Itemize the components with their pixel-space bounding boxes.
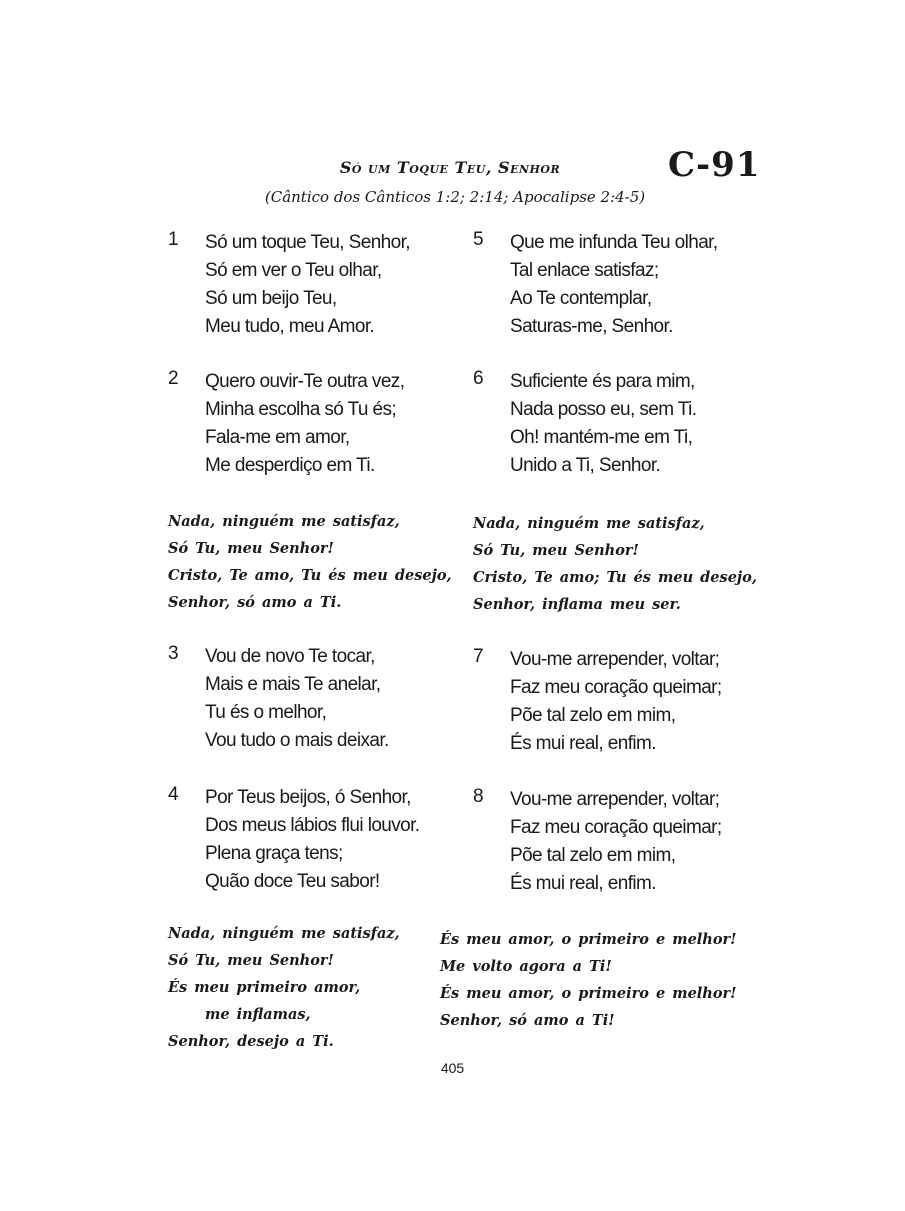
stanza-number: 4 [168, 784, 179, 805]
stanza-number: 3 [168, 643, 179, 664]
song-title: Só um Toque Teu, Senhor [339, 158, 561, 177]
stanza-line: Me desperdiço em Ti. [205, 455, 375, 476]
stanza-line: Tu és o melhor, [205, 702, 327, 723]
stanza-number: 1 [168, 229, 179, 250]
chorus-line: Senhor, desejo a Ti. [168, 1033, 334, 1050]
stanza-line: Meu tudo, meu Amor. [205, 316, 375, 337]
chorus-line: Só Tu, meu Senhor! [168, 540, 334, 557]
stanza-line: Vou-me arrepender, voltar; [510, 649, 720, 670]
stanza-line: Põe tal zelo em mim, [510, 845, 676, 866]
stanza-line: És mui real, enfim. [510, 873, 656, 894]
stanza-line: Dos meus lábios flui louvor. [205, 815, 420, 836]
page-number: 405 [440, 1060, 465, 1076]
stanza-line: Por Teus beijos, ó Senhor, [205, 787, 411, 808]
chorus-3 [168, 920, 400, 1055]
stanza-line: Plena graça tens; [205, 843, 343, 864]
scripture-reference: (Cântico dos Cânticos 1:2; 2:14; Apocalipse 2:4-5) [264, 188, 646, 206]
chorus-line: Senhor, só amo a Ti. [168, 594, 342, 611]
stanza-line: Saturas-me, Senhor. [510, 316, 673, 337]
chorus-2 [473, 510, 757, 618]
chorus-line: És meu amor, o primeiro e melhor! [440, 985, 737, 1002]
chorus-line: Só Tu, meu Senhor! [168, 952, 334, 969]
stanza-number: 7 [473, 646, 484, 667]
stanza-number: 5 [473, 229, 484, 250]
stanza-line: Só um beijo Teu, [205, 288, 337, 309]
stanza-line: Faz meu coração queimar; [510, 677, 722, 698]
chorus-line: Me volto agora a Ti! [440, 958, 612, 975]
chorus-line: Cristo, Te amo; Tu és meu desejo, [473, 569, 757, 586]
chorus-line: Nada, ninguém me satisfaz, [168, 513, 400, 530]
chorus-line: Cristo, Te amo, Tu és meu desejo, [168, 567, 452, 584]
song-code: C-91 [668, 145, 761, 185]
stanza-line: Fala-me em amor, [205, 427, 350, 448]
stanza-line: Que me infunda Teu olhar, [510, 232, 718, 253]
stanza-line: Unido a Ti, Senhor. [510, 455, 661, 476]
stanza-line: Só em ver o Teu olhar, [205, 260, 382, 281]
stanza-line: Tal enlace satisfaz; [510, 260, 659, 281]
stanza-number: 6 [473, 368, 484, 389]
chorus-line: Senhor, só amo a Ti! [440, 1012, 615, 1029]
stanza-line: Ao Te contemplar, [510, 288, 652, 309]
stanza-line: Faz meu coração queimar; [510, 817, 722, 838]
stanza-line: Nada posso eu, sem Ti. [510, 399, 697, 420]
stanza-line: Põe tal zelo em mim, [510, 705, 676, 726]
chorus-line: És meu primeiro amor, [168, 979, 361, 996]
stanza-line: Quero ouvir-Te outra vez, [205, 371, 405, 392]
chorus-line: Só Tu, meu Senhor! [473, 542, 639, 559]
chorus-4 [440, 926, 737, 1034]
chorus-line: me inflamas, [205, 1006, 311, 1023]
stanza-line: Oh! mantém-me em Ti, [510, 427, 693, 448]
stanza-line: És mui real, enfim. [510, 733, 656, 754]
stanza-line: Vou tudo o mais deixar. [205, 730, 389, 751]
stanza-line: Vou-me arrepender, voltar; [510, 789, 720, 810]
chorus-line: Nada, ninguém me satisfaz, [473, 515, 705, 532]
chorus-line: Senhor, inflama meu ser. [473, 596, 681, 613]
stanza-line: Vou de novo Te tocar, [205, 646, 375, 667]
chorus-line: És meu amor, o primeiro e melhor! [440, 931, 737, 948]
chorus-1 [168, 508, 452, 616]
stanza-number: 8 [473, 786, 484, 807]
stanza-line: Quão doce Teu sabor! [205, 871, 380, 892]
stanza-line: Mais e mais Te anelar, [205, 674, 381, 695]
chorus-line: Nada, ninguém me satisfaz, [168, 925, 400, 942]
stanza-line: Só um toque Teu, Senhor, [205, 232, 410, 253]
stanza-line: Suficiente és para mim, [510, 371, 695, 392]
stanza-line: Minha escolha só Tu és; [205, 399, 397, 420]
stanza-number: 2 [168, 368, 179, 389]
